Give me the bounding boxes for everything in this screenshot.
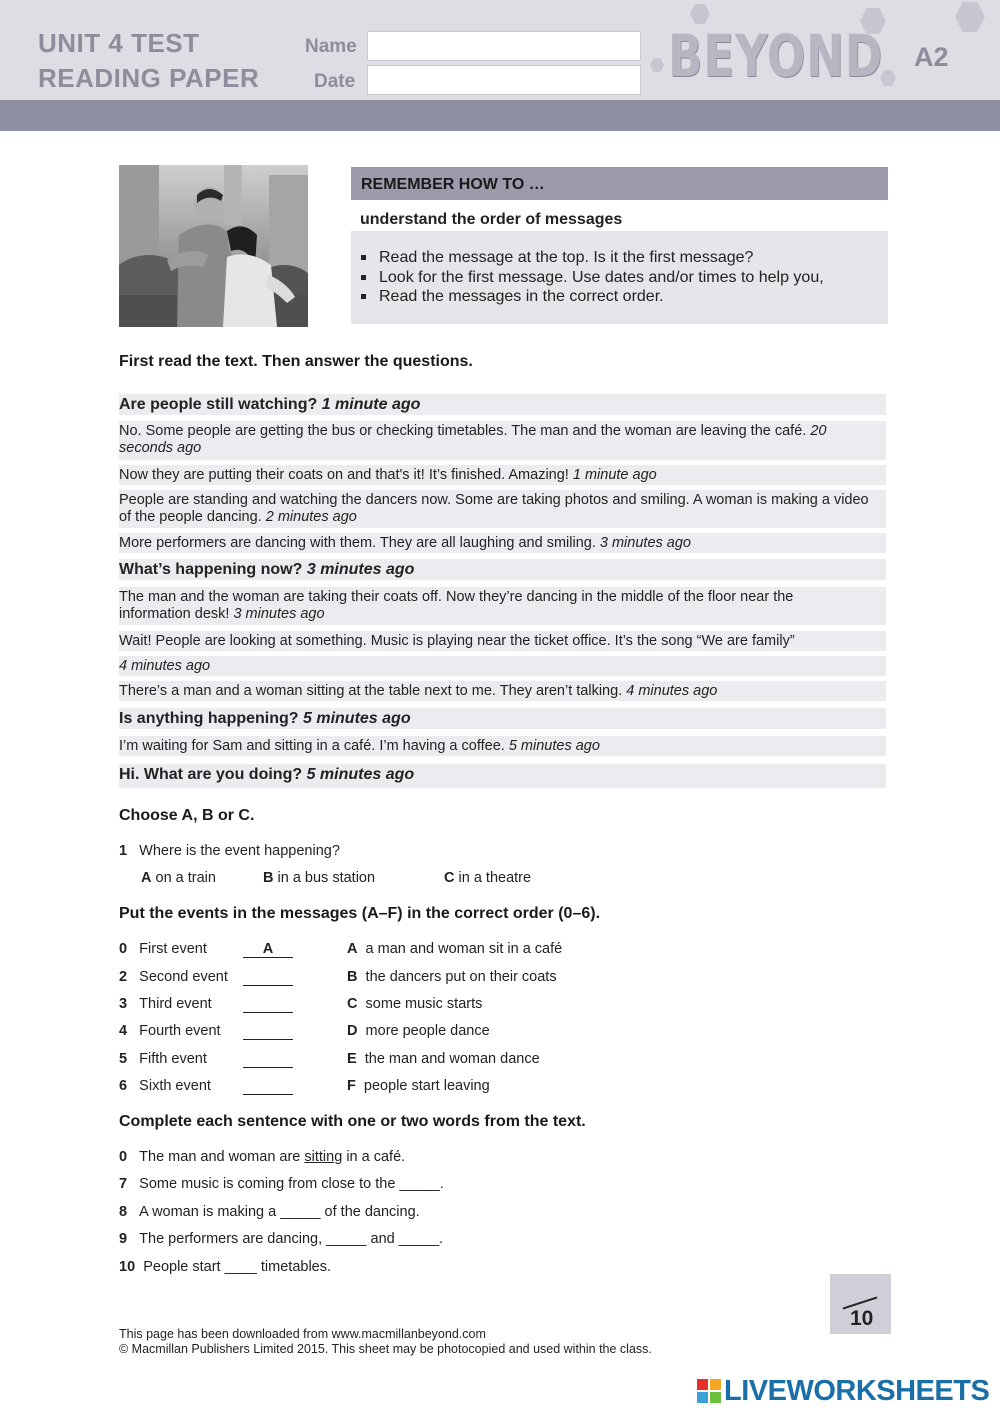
sentence-item[interactable] <box>119 1204 420 1220</box>
tip-item: Read the messages in the correct order. <box>379 288 664 305</box>
order-row <box>119 969 228 985</box>
sentence-number: 10 <box>119 1259 136 1275</box>
remember-tips <box>351 231 888 324</box>
option-text: in a theatre <box>458 870 532 886</box>
sentence-text: A woman is making a _____ of the dancing. <box>139 1204 420 1220</box>
message-text: The man and the woman are taking their coats off. Now they’re dancing in the middle of the floor near the information desk! <box>119 589 794 622</box>
option-letter: C <box>444 870 455 886</box>
order-row <box>119 1051 207 1067</box>
message-time: 5 minutes ago <box>508 738 600 754</box>
sentence-text: The man and woman are <box>139 1149 305 1165</box>
order-answer-field[interactable] <box>243 996 293 1013</box>
section1-heading: Choose A, B or C. <box>119 807 255 824</box>
message-row <box>119 421 886 460</box>
message-row <box>119 587 886 625</box>
message-text: More performers are dancing with them. They are all laughing and smiling. <box>119 535 596 551</box>
beyond-logo: BEYOND <box>668 22 884 90</box>
event-option <box>347 969 557 985</box>
event-text: the man and woman dance <box>364 1051 540 1067</box>
event-letter: A <box>347 941 358 957</box>
order-row <box>119 941 207 957</box>
event-text: some music starts <box>365 996 483 1012</box>
message-time: 1 minute ago <box>572 467 657 483</box>
header-band <box>0 100 1000 131</box>
sentence-item[interactable] <box>119 1259 331 1275</box>
event-option <box>347 1023 490 1039</box>
order-row <box>119 996 212 1012</box>
event-text: more people dance <box>365 1023 490 1039</box>
message-text: Hi. What are you doing? <box>119 766 303 783</box>
order-row <box>119 1078 211 1094</box>
event-option <box>347 941 562 957</box>
order-answer-field[interactable] <box>243 1023 293 1040</box>
event-letter: D <box>347 1023 358 1039</box>
example-answer: sitting <box>304 1149 343 1165</box>
score-box <box>830 1274 891 1334</box>
event-letter: E <box>347 1051 357 1067</box>
message-row <box>119 681 886 701</box>
remember-heading: REMEMBER HOW TO … <box>361 176 545 193</box>
row-number: 0 <box>119 941 128 957</box>
message-time: 3 minutes ago <box>599 535 691 551</box>
question-text: Where is the event happening? <box>139 843 340 859</box>
row-label: Third event <box>139 996 212 1012</box>
tip-item: Read the message at the top. Is it the first message? <box>379 249 754 266</box>
date-label: Date <box>314 71 356 92</box>
message-time: 3 minutes ago <box>306 561 415 578</box>
event-text: a man and woman sit in a café <box>365 941 563 957</box>
section2-heading: Put the events in the messages (A–F) in the correct order (0–6). <box>119 905 601 922</box>
message-row <box>119 559 886 580</box>
message-row <box>119 490 886 528</box>
option-b[interactable] <box>263 870 375 886</box>
footer-source: This page has been downloaded from www.macmillanbeyond.com <box>119 1327 486 1341</box>
sentence-number: 9 <box>119 1231 128 1247</box>
sentence-text: in a café. <box>342 1149 406 1165</box>
row-number: 3 <box>119 996 128 1012</box>
level-badge: A2 <box>914 42 949 72</box>
liveworksheets-logo-icon <box>697 1378 721 1402</box>
row-label: Sixth event <box>139 1078 211 1094</box>
sentence-item[interactable] <box>119 1176 444 1192</box>
option-text: in a bus station <box>277 870 376 886</box>
watermark-text: LIVEWORKSHEETS <box>724 1375 990 1407</box>
message-row <box>119 533 886 553</box>
event-option <box>347 1051 540 1067</box>
event-letter: C <box>347 996 358 1012</box>
message-time: 4 minutes ago <box>119 658 211 674</box>
message-text: I’m waiting for Sam and sitting in a café. I’m having a coffee. <box>119 738 505 754</box>
remember-header <box>351 167 888 200</box>
option-letter: A <box>141 870 152 886</box>
unit-title: UNIT 4 TEST <box>38 28 200 58</box>
message-row <box>119 708 886 729</box>
row-label: Second event <box>139 969 228 985</box>
event-text: people start leaving <box>363 1078 490 1094</box>
sentence-text: People start ____ timetables. <box>143 1259 332 1275</box>
dancing-couple-photo <box>119 165 308 327</box>
message-time: 20 seconds ago <box>119 423 827 456</box>
row-label: Fifth event <box>139 1051 207 1067</box>
option-a[interactable] <box>141 870 216 886</box>
message-time: 2 minutes ago <box>265 509 357 525</box>
event-text: the dancers put on their coats <box>365 969 557 985</box>
message-row <box>119 656 886 676</box>
tip-item: Look for the first message. Use dates and/or times to help you, <box>379 269 824 286</box>
footer-copyright: © Macmillan Publishers Limited 2015. This sheet may be photocopied and used within the class. <box>119 1342 652 1356</box>
paper-title: READING PAPER <box>38 63 260 93</box>
message-row <box>119 394 886 415</box>
row-label: Fourth event <box>139 1023 221 1039</box>
sentence-item[interactable] <box>119 1231 443 1247</box>
event-option <box>347 1078 490 1094</box>
order-answer-field[interactable] <box>243 1051 293 1068</box>
event-letter: F <box>347 1078 356 1094</box>
message-text: People are standing and watching the dancers now. Some are taking photos and smiling. A woman is making a video of the people dancing. <box>119 492 869 525</box>
order-answer-field[interactable]: A <box>243 941 293 958</box>
message-text: There’s a man and a woman sitting at the table next to me. They aren’t talking. <box>119 683 623 699</box>
score-total: 10 <box>850 1307 874 1330</box>
row-label: First event <box>139 941 207 957</box>
row-number: 6 <box>119 1078 128 1094</box>
message-row <box>119 736 886 756</box>
order-answer-field[interactable] <box>243 969 293 986</box>
message-text: Are people still watching? <box>119 396 318 413</box>
question-number: 1 <box>119 843 128 859</box>
option-c[interactable] <box>444 870 531 886</box>
remember-subheading: understand the order of messages <box>360 211 623 228</box>
message-time: 5 minutes ago <box>306 766 415 783</box>
message-row <box>119 631 886 651</box>
question-1 <box>119 843 340 859</box>
order-answer-field[interactable] <box>243 1078 293 1095</box>
sentence-number: 0 <box>119 1149 128 1165</box>
sentence-number: 7 <box>119 1176 128 1192</box>
name-label: Name <box>305 36 357 57</box>
row-number: 2 <box>119 969 128 985</box>
order-row <box>119 1023 221 1039</box>
message-time: 3 minutes ago <box>233 606 325 622</box>
sentence-text: The performers are dancing, _____ and _____. <box>139 1231 444 1247</box>
message-text: No. Some people are getting the bus or checking timetables. The man and the woman are leaving the café. <box>119 423 807 439</box>
row-number: 5 <box>119 1051 128 1067</box>
liveworksheets-watermark <box>697 1375 989 1408</box>
message-time: 1 minute ago <box>321 396 421 413</box>
message-time: 5 minutes ago <box>303 710 411 727</box>
row-number: 4 <box>119 1023 128 1039</box>
read-instruction: First read the text. Then answer the questions. <box>119 353 473 370</box>
message-text: What’s happening now? <box>119 561 303 578</box>
message-text: Is anything happening? <box>119 710 299 727</box>
message-time: 4 minutes ago <box>626 683 718 699</box>
message-text: Wait! People are looking at something. Music is playing near the ticket office. It’s the song “We are family” <box>119 633 795 649</box>
event-letter: B <box>347 969 358 985</box>
section3-heading: Complete each sentence with one or two words from the text. <box>119 1113 586 1130</box>
message-text: Now they are putting their coats on and that's it! It’s finished. Amazing! <box>119 467 569 483</box>
option-letter: B <box>263 870 274 886</box>
event-option <box>347 996 482 1012</box>
sentence-example <box>119 1149 405 1165</box>
sentence-number: 8 <box>119 1204 128 1220</box>
sentence-text: Some music is coming from close to the _____. <box>139 1176 444 1192</box>
message-row <box>119 764 886 788</box>
option-text: on a train <box>155 870 216 886</box>
message-row <box>119 465 886 485</box>
date-field[interactable] <box>367 65 641 95</box>
name-field[interactable] <box>367 31 641 61</box>
